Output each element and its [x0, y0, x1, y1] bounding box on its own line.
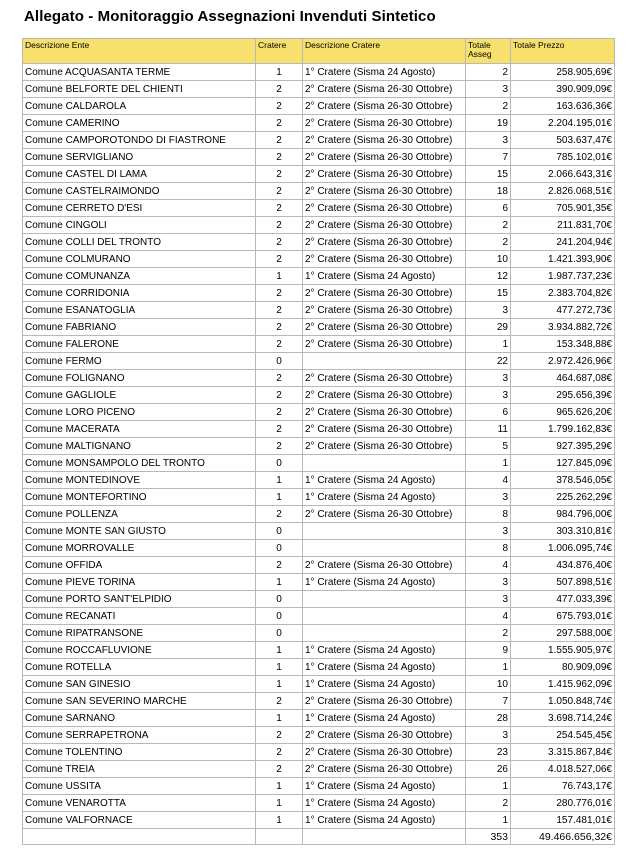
cell-totale-prezzo: 927.395,29€: [511, 438, 615, 455]
cell-totale-asseg: 1: [466, 455, 511, 472]
cell-totale-asseg: 3: [466, 132, 511, 149]
table-row: [23, 591, 615, 608]
cell-cratere: 2: [256, 302, 303, 319]
cell-totale-prezzo: 1.006.095,74€: [511, 540, 615, 557]
cell-cratere: 1: [256, 778, 303, 795]
cell-cratere: 0: [256, 353, 303, 370]
table-row: [23, 81, 615, 98]
cell-totale-prezzo: 965.626,20€: [511, 404, 615, 421]
table-row: [23, 336, 615, 353]
cell-totale-prezzo: 464.687,08€: [511, 370, 615, 387]
table-row: [23, 710, 615, 727]
cell-cratere: 2: [256, 234, 303, 251]
cell-cratere: 2: [256, 438, 303, 455]
cell-descrizione-cratere: 1° Cratere (Sisma 24 Agosto): [303, 812, 466, 829]
totals-empty-ente: [23, 829, 256, 845]
cell-cratere: 2: [256, 200, 303, 217]
cell-totale-prezzo: 76.743,17€: [511, 778, 615, 795]
cell-cratere: 2: [256, 761, 303, 778]
cell-totale-prezzo: 390.909,09€: [511, 81, 615, 98]
cell-totale-prezzo: 1.050.848,74€: [511, 693, 615, 710]
table-row: [23, 625, 615, 642]
cell-descrizione-cratere: 1° Cratere (Sisma 24 Agosto): [303, 64, 466, 81]
cell-ente: Comune TOLENTINO: [23, 744, 256, 761]
cell-totale-prezzo: 705.901,35€: [511, 200, 615, 217]
cell-totale-asseg: 2: [466, 234, 511, 251]
cell-descrizione-cratere: 2° Cratere (Sisma 26-30 Ottobre): [303, 387, 466, 404]
table-row: [23, 676, 615, 693]
cell-totale-prezzo: 2.383.704,82€: [511, 285, 615, 302]
cell-cratere: 2: [256, 217, 303, 234]
table-row: [23, 523, 615, 540]
totals-asseg: 353: [466, 829, 511, 845]
cell-totale-prezzo: 4.018.527,06€: [511, 761, 615, 778]
cell-totale-prezzo: 80.909,09€: [511, 659, 615, 676]
cell-ente: Comune ACQUASANTA TERME: [23, 64, 256, 81]
cell-descrizione-cratere: [303, 353, 466, 370]
cell-totale-prezzo: 434.876,40€: [511, 557, 615, 574]
cell-ente: Comune FABRIANO: [23, 319, 256, 336]
table-row: [23, 132, 615, 149]
cell-totale-prezzo: 280.776,01€: [511, 795, 615, 812]
totals-prezzo: 49.466.656,32€: [511, 829, 615, 845]
cell-cratere: 2: [256, 744, 303, 761]
table-row: [23, 506, 615, 523]
cell-totale-asseg: 3: [466, 727, 511, 744]
cell-cratere: 0: [256, 608, 303, 625]
cell-totale-prezzo: 303.310,81€: [511, 523, 615, 540]
table-row: [23, 778, 615, 795]
cell-descrizione-cratere: [303, 523, 466, 540]
cell-descrizione-cratere: 2° Cratere (Sisma 26-30 Ottobre): [303, 506, 466, 523]
cell-descrizione-cratere: 1° Cratere (Sisma 24 Agosto): [303, 795, 466, 812]
cell-ente: Comune CINGOLI: [23, 217, 256, 234]
cell-totale-asseg: 19: [466, 115, 511, 132]
cell-ente: Comune COMUNANZA: [23, 268, 256, 285]
cell-totale-asseg: 6: [466, 404, 511, 421]
cell-cratere: 2: [256, 557, 303, 574]
table-row: [23, 489, 615, 506]
cell-descrizione-cratere: 2° Cratere (Sisma 26-30 Ottobre): [303, 421, 466, 438]
table-row: [23, 608, 615, 625]
cell-totale-asseg: 3: [466, 489, 511, 506]
cell-cratere: 1: [256, 64, 303, 81]
cell-cratere: 2: [256, 81, 303, 98]
cell-totale-asseg: 15: [466, 285, 511, 302]
table-row: [23, 200, 615, 217]
table-row: [23, 183, 615, 200]
cell-totale-asseg: 2: [466, 625, 511, 642]
cell-ente: Comune BELFORTE DEL CHIENTI: [23, 81, 256, 98]
cell-totale-prezzo: 153.348,88€: [511, 336, 615, 353]
cell-totale-prezzo: 503.637,47€: [511, 132, 615, 149]
cell-totale-prezzo: 477.033,39€: [511, 591, 615, 608]
table-header-row: [23, 39, 615, 64]
cell-cratere: 2: [256, 336, 303, 353]
cell-ente: Comune GAGLIOLE: [23, 387, 256, 404]
cell-totale-asseg: 4: [466, 472, 511, 489]
table-row: [23, 438, 615, 455]
table-row: [23, 744, 615, 761]
cell-ente: Comune MONTEDINOVE: [23, 472, 256, 489]
cell-totale-prezzo: 295.656,39€: [511, 387, 615, 404]
cell-descrizione-cratere: 2° Cratere (Sisma 26-30 Ottobre): [303, 557, 466, 574]
table-row: [23, 370, 615, 387]
cell-totale-prezzo: 127.845,09€: [511, 455, 615, 472]
cell-totale-asseg: 9: [466, 642, 511, 659]
table-row: [23, 727, 615, 744]
cell-totale-asseg: 26: [466, 761, 511, 778]
cell-cratere: 2: [256, 387, 303, 404]
cell-totale-asseg: 5: [466, 438, 511, 455]
table-row: [23, 421, 615, 438]
cell-totale-prezzo: 378.546,05€: [511, 472, 615, 489]
cell-cratere: 2: [256, 370, 303, 387]
totals-row: [23, 829, 615, 845]
cell-cratere: 1: [256, 812, 303, 829]
cell-ente: Comune COLMURANO: [23, 251, 256, 268]
cell-descrizione-cratere: 2° Cratere (Sisma 26-30 Ottobre): [303, 761, 466, 778]
cell-totale-asseg: 10: [466, 251, 511, 268]
table-row: [23, 64, 615, 81]
cell-cratere: 0: [256, 455, 303, 472]
cell-descrizione-cratere: 2° Cratere (Sisma 26-30 Ottobre): [303, 370, 466, 387]
cell-ente: Comune ROCCAFLUVIONE: [23, 642, 256, 659]
header-totale-prezzo: Totale Prezzo: [511, 39, 615, 64]
cell-cratere: 1: [256, 574, 303, 591]
cell-ente: Comune CAMPOROTONDO DI FIASTRONE: [23, 132, 256, 149]
table-row: [23, 540, 615, 557]
cell-ente: Comune VALFORNACE: [23, 812, 256, 829]
cell-totale-prezzo: 241.204,94€: [511, 234, 615, 251]
cell-ente: Comune MONTE SAN GIUSTO: [23, 523, 256, 540]
cell-ente: Comune PIEVE TORINA: [23, 574, 256, 591]
cell-cratere: 2: [256, 132, 303, 149]
cell-cratere: 2: [256, 183, 303, 200]
cell-totale-asseg: 2: [466, 98, 511, 115]
cell-descrizione-cratere: [303, 625, 466, 642]
cell-totale-prezzo: 1.987.737,23€: [511, 268, 615, 285]
table-row: [23, 353, 615, 370]
cell-descrizione-cratere: 2° Cratere (Sisma 26-30 Ottobre): [303, 302, 466, 319]
cell-descrizione-cratere: 2° Cratere (Sisma 26-30 Ottobre): [303, 693, 466, 710]
cell-descrizione-cratere: 2° Cratere (Sisma 26-30 Ottobre): [303, 200, 466, 217]
table-row: [23, 217, 615, 234]
cell-cratere: 0: [256, 523, 303, 540]
cell-totale-prezzo: 258.905,69€: [511, 64, 615, 81]
cell-ente: Comune POLLENZA: [23, 506, 256, 523]
cell-descrizione-cratere: 2° Cratere (Sisma 26-30 Ottobre): [303, 149, 466, 166]
cell-cratere: 2: [256, 115, 303, 132]
table-row: [23, 693, 615, 710]
cell-descrizione-cratere: 2° Cratere (Sisma 26-30 Ottobre): [303, 336, 466, 353]
table-body: [23, 64, 615, 829]
cell-totale-prezzo: 157.481,01€: [511, 812, 615, 829]
cell-totale-prezzo: 254.545,45€: [511, 727, 615, 744]
cell-descrizione-cratere: 2° Cratere (Sisma 26-30 Ottobre): [303, 727, 466, 744]
cell-totale-asseg: 4: [466, 557, 511, 574]
cell-totale-prezzo: 3.934.882,72€: [511, 319, 615, 336]
cell-descrizione-cratere: 2° Cratere (Sisma 26-30 Ottobre): [303, 744, 466, 761]
header-totale-line1: Totale: [468, 40, 491, 50]
cell-descrizione-cratere: [303, 608, 466, 625]
cell-descrizione-cratere: [303, 591, 466, 608]
cell-totale-prezzo: 3.698.714,24€: [511, 710, 615, 727]
cell-totale-prezzo: 2.066.643,31€: [511, 166, 615, 183]
cell-cratere: 2: [256, 166, 303, 183]
cell-descrizione-cratere: 2° Cratere (Sisma 26-30 Ottobre): [303, 319, 466, 336]
cell-totale-asseg: 3: [466, 591, 511, 608]
cell-cratere: 1: [256, 268, 303, 285]
cell-ente: Comune PORTO SANT'ELPIDIO: [23, 591, 256, 608]
cell-totale-asseg: 3: [466, 574, 511, 591]
cell-totale-asseg: 3: [466, 523, 511, 540]
cell-cratere: 2: [256, 506, 303, 523]
cell-totale-asseg: 3: [466, 302, 511, 319]
cell-descrizione-cratere: 2° Cratere (Sisma 26-30 Ottobre): [303, 81, 466, 98]
cell-totale-asseg: 1: [466, 659, 511, 676]
cell-descrizione-cratere: 1° Cratere (Sisma 24 Agosto): [303, 472, 466, 489]
cell-totale-prezzo: 477.272,73€: [511, 302, 615, 319]
header-cratere: Cratere: [256, 39, 303, 64]
cell-totale-prezzo: 2.972.426,96€: [511, 353, 615, 370]
cell-totale-asseg: 6: [466, 200, 511, 217]
cell-totale-asseg: 29: [466, 319, 511, 336]
cell-descrizione-cratere: 1° Cratere (Sisma 24 Agosto): [303, 676, 466, 693]
cell-ente: Comune MALTIGNANO: [23, 438, 256, 455]
table-row: [23, 659, 615, 676]
cell-descrizione-cratere: [303, 540, 466, 557]
cell-totale-asseg: 12: [466, 268, 511, 285]
cell-totale-asseg: 3: [466, 387, 511, 404]
cell-ente: Comune COLLI DEL TRONTO: [23, 234, 256, 251]
table-row: [23, 812, 615, 829]
cell-cratere: 1: [256, 489, 303, 506]
cell-totale-asseg: 8: [466, 540, 511, 557]
table-row: [23, 319, 615, 336]
cell-ente: Comune VENAROTTA: [23, 795, 256, 812]
table-row: [23, 268, 615, 285]
cell-totale-prezzo: 2.826.068,51€: [511, 183, 615, 200]
page-title: Allegato - Monitoraggio Assegnazioni Invenduti Sintetico: [24, 8, 436, 25]
cell-totale-prezzo: 675.793,01€: [511, 608, 615, 625]
cell-totale-asseg: 2: [466, 64, 511, 81]
cell-ente: Comune MONTEFORTINO: [23, 489, 256, 506]
cell-totale-asseg: 18: [466, 183, 511, 200]
cell-ente: Comune CASTELRAIMONDO: [23, 183, 256, 200]
assignments-table: [22, 38, 615, 845]
cell-cratere: 1: [256, 795, 303, 812]
cell-descrizione-cratere: 1° Cratere (Sisma 24 Agosto): [303, 268, 466, 285]
cell-ente: Comune CAMERINO: [23, 115, 256, 132]
cell-totale-prezzo: 1.799.162,83€: [511, 421, 615, 438]
cell-totale-prezzo: 3.315.867,84€: [511, 744, 615, 761]
cell-ente: Comune ROTELLA: [23, 659, 256, 676]
cell-totale-asseg: 3: [466, 81, 511, 98]
cell-totale-prezzo: 297.588,00€: [511, 625, 615, 642]
cell-cratere: 2: [256, 285, 303, 302]
cell-totale-asseg: 2: [466, 217, 511, 234]
table-row: [23, 98, 615, 115]
cell-ente: Comune RIPATRANSONE: [23, 625, 256, 642]
cell-totale-asseg: 2: [466, 795, 511, 812]
cell-cratere: 1: [256, 472, 303, 489]
table-row: [23, 557, 615, 574]
header-totale-line2: Asseg: [468, 49, 492, 59]
cell-descrizione-cratere: 1° Cratere (Sisma 24 Agosto): [303, 710, 466, 727]
cell-descrizione-cratere: 2° Cratere (Sisma 26-30 Ottobre): [303, 132, 466, 149]
cell-ente: Comune OFFIDA: [23, 557, 256, 574]
cell-descrizione-cratere: [303, 455, 466, 472]
table-row: [23, 166, 615, 183]
cell-cratere: 2: [256, 727, 303, 744]
header-descrizione-ente: Descrizione Ente: [23, 39, 256, 64]
table-row: [23, 455, 615, 472]
table-row: [23, 149, 615, 166]
cell-descrizione-cratere: 2° Cratere (Sisma 26-30 Ottobre): [303, 166, 466, 183]
cell-descrizione-cratere: 2° Cratere (Sisma 26-30 Ottobre): [303, 98, 466, 115]
cell-ente: Comune CERRETO D'ESI: [23, 200, 256, 217]
table-row: [23, 642, 615, 659]
table-row: [23, 285, 615, 302]
cell-ente: Comune ESANATOGLIA: [23, 302, 256, 319]
cell-cratere: 2: [256, 319, 303, 336]
cell-ente: Comune MONSAMPOLO DEL TRONTO: [23, 455, 256, 472]
cell-cratere: 2: [256, 251, 303, 268]
cell-totale-prezzo: 507.898,51€: [511, 574, 615, 591]
cell-totale-asseg: 28: [466, 710, 511, 727]
cell-totale-asseg: 1: [466, 778, 511, 795]
table-row: [23, 251, 615, 268]
cell-cratere: 0: [256, 540, 303, 557]
cell-ente: Comune FALERONE: [23, 336, 256, 353]
cell-ente: Comune SERRAPETRONA: [23, 727, 256, 744]
cell-ente: Comune RECANATI: [23, 608, 256, 625]
cell-totale-asseg: 8: [466, 506, 511, 523]
cell-totale-asseg: 23: [466, 744, 511, 761]
table-row: [23, 387, 615, 404]
header-totale-asseg: [466, 39, 511, 64]
cell-totale-asseg: 7: [466, 149, 511, 166]
totals-empty-cratere: [256, 829, 303, 845]
table-row: [23, 404, 615, 421]
table-row: [23, 574, 615, 591]
cell-totale-prezzo: 2.204.195,01€: [511, 115, 615, 132]
header-descrizione-cratere: Descrizione Cratere: [303, 39, 466, 64]
cell-descrizione-cratere: 2° Cratere (Sisma 26-30 Ottobre): [303, 234, 466, 251]
cell-descrizione-cratere: 1° Cratere (Sisma 24 Agosto): [303, 489, 466, 506]
cell-descrizione-cratere: 1° Cratere (Sisma 24 Agosto): [303, 778, 466, 795]
table-row: [23, 115, 615, 132]
cell-ente: Comune MORROVALLE: [23, 540, 256, 557]
cell-descrizione-cratere: 2° Cratere (Sisma 26-30 Ottobre): [303, 217, 466, 234]
cell-ente: Comune LORO PICENO: [23, 404, 256, 421]
table-row: [23, 795, 615, 812]
cell-ente: Comune CALDAROLA: [23, 98, 256, 115]
cell-descrizione-cratere: 2° Cratere (Sisma 26-30 Ottobre): [303, 115, 466, 132]
cell-totale-asseg: 4: [466, 608, 511, 625]
cell-descrizione-cratere: 2° Cratere (Sisma 26-30 Ottobre): [303, 285, 466, 302]
cell-ente: Comune SARNANO: [23, 710, 256, 727]
cell-ente: Comune TREIA: [23, 761, 256, 778]
cell-ente: Comune CORRIDONIA: [23, 285, 256, 302]
cell-ente: Comune USSITA: [23, 778, 256, 795]
cell-totale-asseg: 3: [466, 370, 511, 387]
cell-totale-prezzo: 163.636,36€: [511, 98, 615, 115]
table-row: [23, 761, 615, 778]
cell-totale-prezzo: 1.555.905,97€: [511, 642, 615, 659]
table-row: [23, 234, 615, 251]
cell-cratere: 1: [256, 676, 303, 693]
cell-totale-asseg: 22: [466, 353, 511, 370]
cell-descrizione-cratere: 2° Cratere (Sisma 26-30 Ottobre): [303, 251, 466, 268]
cell-totale-asseg: 1: [466, 336, 511, 353]
table-row: [23, 302, 615, 319]
totals-empty-desc: [303, 829, 466, 845]
cell-ente: Comune MACERATA: [23, 421, 256, 438]
cell-cratere: 2: [256, 693, 303, 710]
cell-totale-prezzo: 984.796,00€: [511, 506, 615, 523]
cell-cratere: 2: [256, 98, 303, 115]
cell-ente: Comune FERMO: [23, 353, 256, 370]
cell-totale-asseg: 11: [466, 421, 511, 438]
cell-cratere: 2: [256, 404, 303, 421]
cell-descrizione-cratere: 2° Cratere (Sisma 26-30 Ottobre): [303, 438, 466, 455]
cell-totale-prezzo: 211.831,70€: [511, 217, 615, 234]
cell-cratere: 1: [256, 659, 303, 676]
cell-cratere: 1: [256, 642, 303, 659]
cell-descrizione-cratere: 1° Cratere (Sisma 24 Agosto): [303, 642, 466, 659]
cell-cratere: 2: [256, 149, 303, 166]
cell-totale-asseg: 1: [466, 812, 511, 829]
cell-cratere: 0: [256, 625, 303, 642]
cell-descrizione-cratere: 2° Cratere (Sisma 26-30 Ottobre): [303, 183, 466, 200]
cell-totale-prezzo: 225.262,29€: [511, 489, 615, 506]
cell-cratere: 1: [256, 710, 303, 727]
cell-ente: Comune SERVIGLIANO: [23, 149, 256, 166]
cell-ente: Comune FOLIGNANO: [23, 370, 256, 387]
cell-totale-asseg: 15: [466, 166, 511, 183]
cell-ente: Comune SAN GINESIO: [23, 676, 256, 693]
cell-ente: Comune CASTEL DI LAMA: [23, 166, 256, 183]
table-row: [23, 472, 615, 489]
cell-descrizione-cratere: 1° Cratere (Sisma 24 Agosto): [303, 659, 466, 676]
cell-totale-prezzo: 1.415.962,09€: [511, 676, 615, 693]
cell-totale-asseg: 7: [466, 693, 511, 710]
cell-totale-prezzo: 785.102,01€: [511, 149, 615, 166]
cell-descrizione-cratere: 1° Cratere (Sisma 24 Agosto): [303, 574, 466, 591]
cell-totale-asseg: 10: [466, 676, 511, 693]
cell-totale-prezzo: 1.421.393,90€: [511, 251, 615, 268]
cell-cratere: 0: [256, 591, 303, 608]
cell-cratere: 2: [256, 421, 303, 438]
cell-ente: Comune SAN SEVERINO MARCHE: [23, 693, 256, 710]
cell-descrizione-cratere: 2° Cratere (Sisma 26-30 Ottobre): [303, 404, 466, 421]
